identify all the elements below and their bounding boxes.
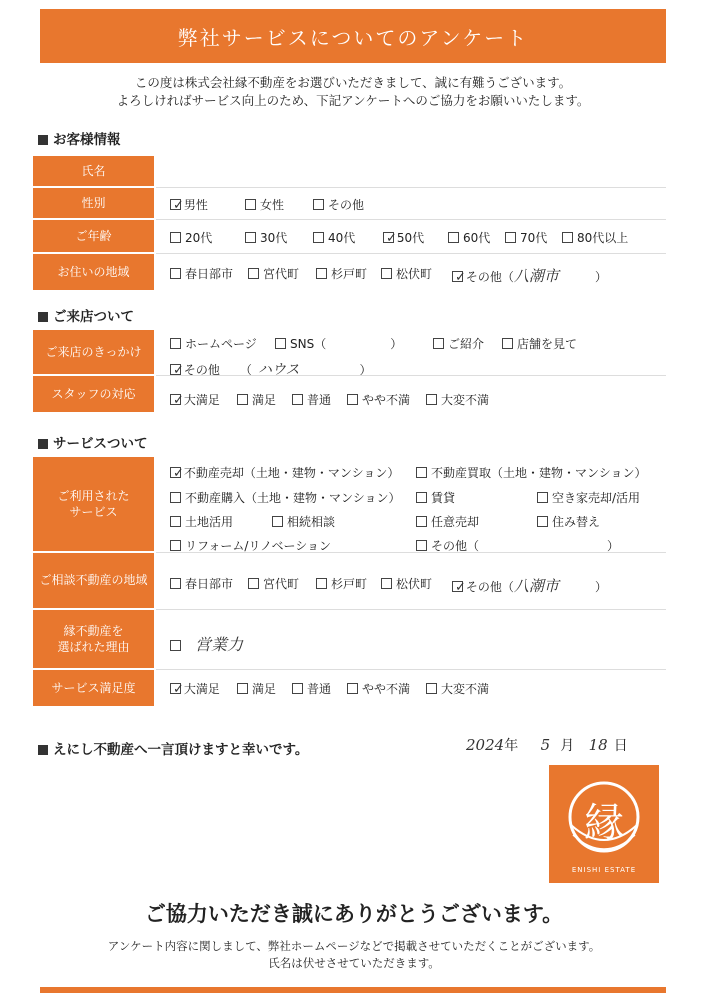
service-buy-option[interactable]: 不動産購入（土地・建物・マンション） — [170, 489, 400, 506]
checkbox[interactable] — [170, 640, 181, 651]
checkbox[interactable] — [347, 683, 358, 694]
checkbox[interactable] — [381, 268, 392, 279]
label-service-satisfaction: サービス満足度 — [33, 670, 154, 706]
checkbox[interactable] — [433, 338, 444, 349]
trigger-other-option[interactable]: ✓その他 （ ハウス ） — [170, 359, 372, 379]
check-mark-icon: ✓ — [173, 393, 184, 408]
intro-line-1: この度は株式会社縁不動産をお選びいただきまして、誠に有難うございます。 — [134, 75, 572, 90]
service-very-satisfied-option[interactable]: ✓大満足 — [170, 680, 220, 697]
checkbox[interactable] — [537, 516, 548, 527]
checkbox[interactable] — [248, 268, 259, 279]
checkbox[interactable] — [426, 683, 437, 694]
divider — [156, 187, 666, 188]
checkbox[interactable] — [313, 199, 324, 210]
check-mark-icon: ✓ — [173, 682, 184, 697]
section-heading-visit: ご来店ついて — [38, 305, 134, 325]
consult-area-miyashiro-option[interactable]: 宮代町 — [248, 575, 299, 592]
staff-very-satisfied-option[interactable]: ✓大満足 — [170, 391, 220, 408]
checkbox[interactable] — [170, 492, 181, 503]
consult-area-matsubushi-option[interactable]: 松伏町 — [381, 575, 432, 592]
checkbox[interactable] — [170, 578, 181, 589]
trigger-sns-option[interactable]: SNS（ ） — [275, 335, 402, 352]
label-age: ご年齢 — [33, 220, 154, 252]
consult-area-other-option[interactable]: ✓その他（八潮市 ） — [452, 575, 607, 596]
service-vacant-house-option[interactable]: 空き家売却/活用 — [537, 489, 640, 506]
survey-date: 2024年 5 月 18 日 — [466, 736, 628, 754]
service-somewhat-dissatisfied-option[interactable]: やや不満 — [347, 680, 410, 697]
checkbox[interactable] — [505, 232, 516, 243]
staff-neutral-option[interactable]: 普通 — [292, 391, 331, 408]
service-land-use-option[interactable]: 土地活用 — [170, 513, 233, 530]
label-consult-area: ご相談不動産の地域 — [33, 553, 154, 608]
consult-area-handwritten-value: 八潮市 — [513, 577, 559, 595]
staff-somewhat-dissatisfied-option[interactable]: やや不満 — [347, 391, 410, 408]
check-mark-icon: ✓ — [173, 466, 184, 481]
checkbox[interactable] — [245, 199, 256, 210]
checkbox[interactable] — [537, 492, 548, 503]
area-handwritten-value: 八潮市 — [513, 267, 559, 285]
service-very-dissatisfied-option[interactable]: 大変不満 — [426, 680, 489, 697]
area-miyashiro-option[interactable]: 宮代町 — [248, 265, 299, 282]
checkbox[interactable] — [347, 394, 358, 405]
service-satisfied-option[interactable]: 満足 — [237, 680, 276, 697]
checkbox[interactable] — [170, 268, 181, 279]
check-mark-icon: ✓ — [455, 270, 466, 285]
reason-entry[interactable] — [170, 632, 243, 655]
staff-satisfied-option[interactable]: 満足 — [237, 391, 276, 408]
checkbox[interactable] — [170, 516, 181, 527]
checkbox[interactable] — [448, 232, 459, 243]
service-other-option[interactable]: その他（ ） — [416, 537, 619, 554]
service-neutral-option[interactable]: 普通 — [292, 680, 331, 697]
age-30s-option[interactable]: 30代 — [245, 229, 287, 246]
checkbox[interactable] — [237, 683, 248, 694]
checkbox[interactable] — [316, 578, 327, 589]
service-inheritance-option[interactable]: 相続相談 — [272, 513, 335, 530]
check-mark-icon: ✓ — [455, 580, 466, 595]
divider — [156, 609, 666, 610]
divider — [156, 375, 666, 376]
label-visit-trigger: ご来店のきっかけ — [33, 330, 154, 374]
label-used-service: ご利用された サービス — [33, 457, 154, 551]
trigger-referral-option[interactable]: ご紹介 — [433, 335, 484, 352]
area-sugito-option[interactable]: 杉戸町 — [316, 265, 367, 282]
divider — [156, 669, 666, 670]
section-heading-service: サービスついて — [38, 432, 148, 452]
age-60s-option[interactable]: 60代 — [448, 229, 490, 246]
checkbox[interactable] — [292, 683, 303, 694]
service-voluntary-sale-option[interactable]: 任意売却 — [416, 513, 479, 530]
area-kasukabe-option[interactable]: 春日部市 — [170, 265, 233, 282]
company-logo — [549, 765, 659, 883]
check-mark-icon: ✓ — [173, 363, 184, 378]
reason-handwritten-value: 営業力 — [195, 635, 244, 654]
checkbox[interactable] — [170, 338, 181, 349]
checkbox[interactable] — [416, 540, 427, 551]
checkbox[interactable] — [381, 578, 392, 589]
check-mark-icon: ✓ — [173, 198, 184, 213]
checkbox[interactable] — [275, 338, 286, 349]
page-title: 弊社サービスについてのアンケート — [177, 25, 529, 50]
checkbox[interactable] — [292, 394, 303, 405]
gender-other-option[interactable]: その他 — [313, 196, 364, 213]
checkbox[interactable] — [502, 338, 513, 349]
gender-female-option[interactable]: 女性 — [245, 196, 284, 213]
checkbox[interactable] — [245, 232, 256, 243]
label-reason: 縁不動産を 選ばれた理由 — [33, 610, 154, 668]
checkbox[interactable] — [416, 516, 427, 527]
thanks-message: ご協力いただき誠にありがとうございます。 — [144, 902, 564, 926]
label-name: 氏名 — [33, 156, 154, 186]
age-80s-option[interactable]: 80代以上 — [562, 229, 628, 246]
divider — [156, 552, 666, 553]
checkbox[interactable] — [248, 578, 259, 589]
checkbox[interactable] — [316, 268, 327, 279]
age-20s-option[interactable]: 20代 — [170, 229, 212, 246]
section-heading-customer: お客様情報 — [38, 128, 121, 148]
intro-line-2: よろしければサービス向上のため、下記アンケートへのご協力をお願いいたします。 — [116, 93, 590, 108]
trigger-handwritten-value: ハウス — [257, 362, 300, 378]
label-gender: 性別 — [33, 188, 154, 218]
consult-area-sugito-option[interactable]: 杉戸町 — [316, 575, 367, 592]
checkbox[interactable] — [237, 394, 248, 405]
checkbox[interactable] — [170, 232, 181, 243]
area-matsubushi-option[interactable]: 松伏町 — [381, 265, 432, 282]
logo-brand-text: ENISHI ESTATE — [571, 866, 637, 874]
consult-area-kasukabe-option[interactable]: 春日部市 — [170, 575, 233, 592]
checkbox[interactable] — [426, 394, 437, 405]
trigger-homepage-option[interactable]: ホームページ — [170, 335, 257, 352]
checkbox[interactable] — [272, 516, 283, 527]
service-relocation-option[interactable]: 住み替え — [537, 513, 600, 530]
age-40s-option[interactable]: 40代 — [313, 229, 355, 246]
gender-male-option[interactable]: ✓男性 — [170, 196, 208, 213]
comment-area[interactable] — [156, 760, 536, 880]
divider — [156, 253, 666, 254]
fine-print-line-1: アンケート内容に関しまして、弊社ホームページなどで掲載させていただくことがございます。 — [107, 939, 601, 953]
trigger-store-option[interactable]: 店舗を見て — [502, 335, 577, 352]
checkbox[interactable] — [416, 467, 427, 478]
divider — [156, 219, 666, 220]
checkbox[interactable] — [170, 540, 181, 551]
area-other-option[interactable]: ✓その他（八潮市 ） — [452, 265, 607, 286]
checkbox[interactable] — [313, 232, 324, 243]
checkbox[interactable] — [416, 492, 427, 503]
service-renovation-option[interactable]: リフォーム/リノベーション — [170, 537, 331, 554]
check-mark-icon: ✓ — [386, 231, 397, 246]
label-area: お住いの地域 — [33, 254, 154, 290]
age-50s-option[interactable]: ✓50代 — [383, 229, 424, 246]
service-sale-option[interactable]: ✓不動産売却（土地・建物・マンション） — [170, 464, 399, 481]
age-70s-option[interactable]: 70代 — [505, 229, 547, 246]
section-heading-comment: えにし不動産へ一言頂けますと幸いです。 — [38, 738, 308, 758]
fine-print-line-2: 氏名は伏せさせていただきます。 — [268, 956, 440, 970]
service-rental-option[interactable]: 賃貸 — [416, 489, 455, 506]
service-purchase-by-company-option[interactable]: 不動産買取（土地・建物・マンション） — [416, 464, 646, 481]
bottom-accent-bar — [40, 987, 666, 993]
label-staff: スタッフの対応 — [33, 376, 154, 412]
logo-kanji: 縁 — [584, 800, 624, 846]
checkbox[interactable] — [562, 232, 573, 243]
staff-very-dissatisfied-option[interactable]: 大変不満 — [426, 391, 489, 408]
title-banner — [40, 9, 666, 63]
